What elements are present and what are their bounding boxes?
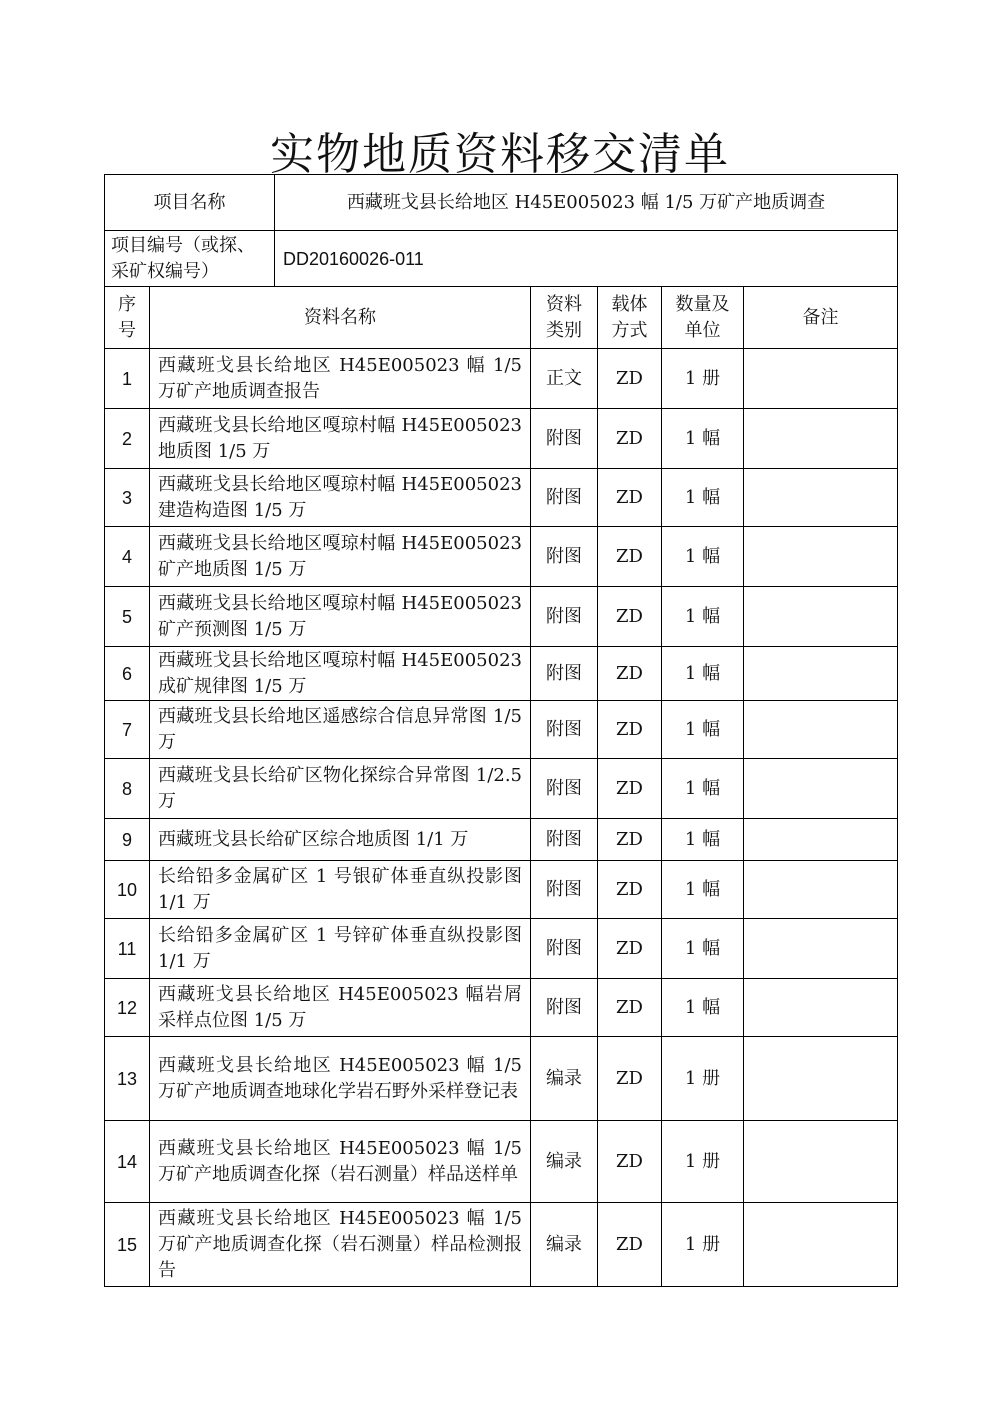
row-category: 附图 (531, 861, 598, 919)
table-row (105, 701, 898, 759)
project-name-row (105, 175, 898, 231)
row-category: 附图 (531, 409, 598, 469)
row-remark (744, 819, 898, 861)
col-header-carrier: 载体方式 (598, 287, 662, 349)
row-category: 附图 (531, 979, 598, 1037)
row-carrier: ZD (598, 759, 662, 819)
row-quantity: 1 册 (662, 349, 744, 409)
row-remark (744, 1037, 898, 1121)
row-remark (744, 979, 898, 1037)
row-name: 西藏班戈县长给地区嘎琼村幅 H45E005023 成矿规律图 1/5 万 (150, 647, 531, 701)
row-category: 附图 (531, 469, 598, 527)
table-row (105, 861, 898, 919)
row-quantity: 1 册 (662, 1037, 744, 1121)
row-seq: 1 (105, 349, 150, 409)
table-row (105, 819, 898, 861)
table-row (105, 527, 898, 587)
row-carrier: ZD (598, 1203, 662, 1287)
row-carrier: ZD (598, 1037, 662, 1121)
table-row (105, 1121, 898, 1203)
row-category: 附图 (531, 759, 598, 819)
row-remark (744, 409, 898, 469)
table-row (105, 587, 898, 647)
col-header-seq: 序号 (105, 287, 150, 349)
row-quantity: 1 幅 (662, 701, 744, 759)
row-category: 附图 (531, 527, 598, 587)
row-seq: 5 (105, 587, 150, 647)
row-name: 长给铅多金属矿区 1 号锌矿体垂直纵投影图 1/1 万 (150, 919, 531, 979)
row-quantity: 1 幅 (662, 861, 744, 919)
row-carrier: ZD (598, 1121, 662, 1203)
row-remark (744, 647, 898, 701)
row-seq: 2 (105, 409, 150, 469)
row-remark (744, 1203, 898, 1287)
row-seq: 3 (105, 469, 150, 527)
row-remark (744, 759, 898, 819)
row-carrier: ZD (598, 527, 662, 587)
row-seq: 8 (105, 759, 150, 819)
row-quantity: 1 幅 (662, 647, 744, 701)
row-seq: 7 (105, 701, 150, 759)
row-carrier: ZD (598, 647, 662, 701)
row-quantity: 1 幅 (662, 587, 744, 647)
project-name-label: 项目名称 (105, 175, 275, 231)
table-row (105, 409, 898, 469)
row-remark (744, 527, 898, 587)
row-name: 西藏班戈县长给地区遥感综合信息异常图 1/5 万 (150, 701, 531, 759)
row-quantity: 1 幅 (662, 409, 744, 469)
project-code-label: 项目编号（或探、采矿权编号） (105, 231, 275, 287)
row-carrier: ZD (598, 979, 662, 1037)
row-category: 附图 (531, 701, 598, 759)
row-seq: 15 (105, 1203, 150, 1287)
row-remark (744, 349, 898, 409)
row-remark (744, 701, 898, 759)
row-carrier: ZD (598, 819, 662, 861)
table-row (105, 919, 898, 979)
row-name: 西藏班戈县长给地区 H45E005023 幅 1/5 万矿产地质调查地球化学岩石野外采样登记表 (150, 1037, 531, 1121)
row-carrier: ZD (598, 587, 662, 647)
col-header-name: 资料名称 (150, 287, 531, 349)
row-quantity: 1 幅 (662, 469, 744, 527)
row-category: 附图 (531, 647, 598, 701)
row-remark (744, 469, 898, 527)
table-row (105, 1203, 898, 1287)
row-seq: 12 (105, 979, 150, 1037)
row-category: 编录 (531, 1037, 598, 1121)
row-quantity: 1 册 (662, 1203, 744, 1287)
row-name: 西藏班戈县长给地区 H45E005023 幅 1/5 万矿产地质调查报告 (150, 349, 531, 409)
row-category: 附图 (531, 919, 598, 979)
row-remark (744, 1121, 898, 1203)
row-category: 附图 (531, 587, 598, 647)
row-category: 正文 (531, 349, 598, 409)
transfer-list-table (104, 174, 898, 1287)
row-seq: 10 (105, 861, 150, 919)
page-title: 实物地质资料移交清单 (270, 129, 730, 180)
row-seq: 14 (105, 1121, 150, 1203)
col-header-remark: 备注 (744, 287, 898, 349)
row-category: 编录 (531, 1203, 598, 1287)
row-quantity: 1 幅 (662, 819, 744, 861)
row-name: 长给铅多金属矿区 1 号银矿体垂直纵投影图 1/1 万 (150, 861, 531, 919)
table-row (105, 759, 898, 819)
column-header-row (105, 287, 898, 349)
row-quantity: 1 幅 (662, 979, 744, 1037)
table-row (105, 1037, 898, 1121)
row-remark (744, 861, 898, 919)
row-carrier: ZD (598, 919, 662, 979)
table-row (105, 979, 898, 1037)
row-seq: 4 (105, 527, 150, 587)
row-seq: 9 (105, 819, 150, 861)
row-quantity: 1 幅 (662, 527, 744, 587)
row-carrier: ZD (598, 861, 662, 919)
row-quantity: 1 幅 (662, 919, 744, 979)
row-name: 西藏班戈县长给矿区物化探综合异常图 1/2.5 万 (150, 759, 531, 819)
row-carrier: ZD (598, 409, 662, 469)
col-header-quantity: 数量及单位 (662, 287, 744, 349)
project-code-value: DD20160026-011 (275, 231, 898, 287)
row-carrier: ZD (598, 349, 662, 409)
project-name-value: 西藏班戈县长给地区 H45E005023 幅 1/5 万矿产地质调查 (275, 175, 898, 231)
row-remark (744, 919, 898, 979)
table-row (105, 469, 898, 527)
row-name: 西藏班戈县长给矿区综合地质图 1/1 万 (150, 819, 531, 861)
row-name: 西藏班戈县长给地区嘎琼村幅 H45E005023 地质图 1/5 万 (150, 409, 531, 469)
row-category: 附图 (531, 819, 598, 861)
row-name: 西藏班戈县长给地区嘎琼村幅 H45E005023 矿产预测图 1/5 万 (150, 587, 531, 647)
project-code-row (105, 231, 898, 287)
row-category: 编录 (531, 1121, 598, 1203)
row-name: 西藏班戈县长给地区 H45E005023 幅岩屑采样点位图 1/5 万 (150, 979, 531, 1037)
row-name: 西藏班戈县长给地区嘎琼村幅 H45E005023 矿产地质图 1/5 万 (150, 527, 531, 587)
row-seq: 6 (105, 647, 150, 701)
table-row (105, 349, 898, 409)
table-row (105, 647, 898, 701)
row-seq: 11 (105, 919, 150, 979)
row-quantity: 1 幅 (662, 759, 744, 819)
row-carrier: ZD (598, 701, 662, 759)
row-carrier: ZD (598, 469, 662, 527)
row-seq: 13 (105, 1037, 150, 1121)
row-quantity: 1 册 (662, 1121, 744, 1203)
row-name: 西藏班戈县长给地区嘎琼村幅 H45E005023 建造构造图 1/5 万 (150, 469, 531, 527)
row-name: 西藏班戈县长给地区 H45E005023 幅 1/5 万矿产地质调查化探（岩石测量）样品检测报告 (150, 1203, 531, 1287)
row-name: 西藏班戈县长给地区 H45E005023 幅 1/5 万矿产地质调查化探（岩石测量）样品送样单 (150, 1121, 531, 1203)
col-header-category: 资料类别 (531, 287, 598, 349)
row-remark (744, 587, 898, 647)
